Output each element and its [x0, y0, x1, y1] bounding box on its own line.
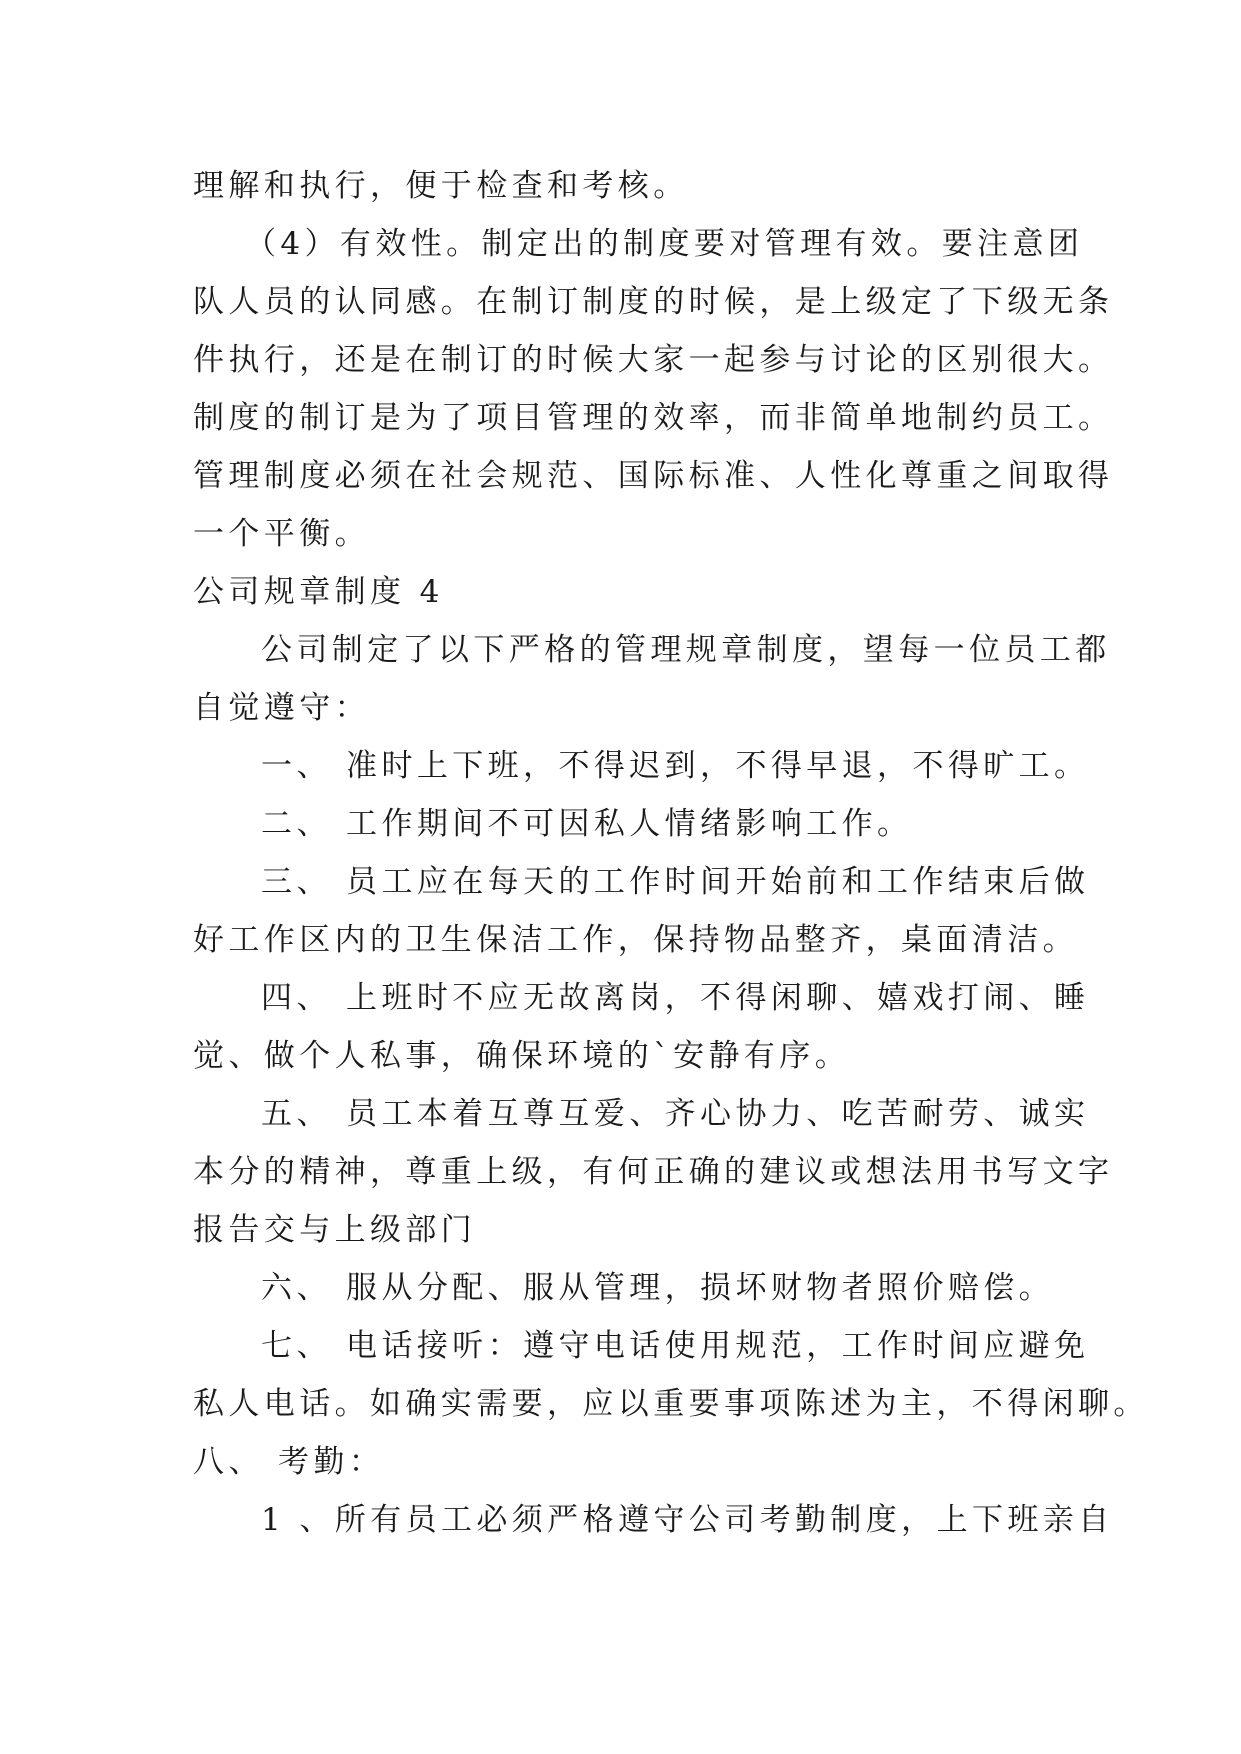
paragraph-line: 报告交与上级部门 [193, 1212, 477, 1248]
list-item: 八、 考勤： [193, 1444, 385, 1480]
paragraph-line: 管理制度必须在社会规范、国际标准、人性化尊重之间取得 [193, 458, 1114, 494]
paragraph-line: 制度的制订是为了项目管理的效率，而非简单地制约员工。 [193, 400, 1114, 436]
paragraph-line: （4）有效性。制定出的制度要对管理有效。要注意团 [245, 226, 1084, 262]
list-item: 五、 员工本着互尊互爱、齐心协力、吃苦耐劳、诚实 [261, 1096, 1090, 1132]
paragraph-line: 私人电话。如确实需要，应以重要事项陈述为主，不得闲聊。 [193, 1386, 1149, 1422]
list-item: 七、 电话接听：遵守电话使用规范，工作时间应避免 [261, 1328, 1090, 1364]
list-item: 六、 服从分配、服从管理，损坏财物者照价赔偿。 [261, 1270, 1055, 1306]
paragraph-line: 理解和执行，便于检查和考核。 [193, 168, 689, 204]
section-heading: 公司规章制度 4 [193, 574, 444, 610]
paragraph-line: 队人员的认同感。在制订制度的时候，是上级定了下级无条 [193, 284, 1114, 320]
list-item: 二、 工作期间不可因私人情绪影响工作。 [261, 806, 913, 842]
paragraph-line: 好工作区内的卫生保洁工作，保持物品整齐，桌面清洁。 [193, 922, 1078, 958]
paragraph-line: 本分的精神，尊重上级，有何正确的建议或想法用书写文字 [193, 1154, 1114, 1190]
paragraph-line: 觉、做个人私事，确保环境的`安静有序。 [193, 1038, 851, 1074]
paragraph-line: 自觉遵守： [193, 690, 370, 726]
paragraph-line: 一个平衡。 [193, 516, 370, 552]
document-body [193, 157, 1149, 1549]
list-item: 四、 上班时不应无故离岗，不得闲聊、嬉戏打闹、睡 [261, 980, 1090, 1016]
list-item: 三、 员工应在每天的工作时间开始前和工作结束后做 [261, 864, 1090, 900]
paragraph-line: 公司制定了以下严格的管理规章制度，望每一位员工都 [261, 632, 1111, 668]
list-item: 1 、所有员工必须严格遵守公司考勤制度，上下班亲自 [261, 1502, 1114, 1538]
list-item: 一、 准时上下班，不得迟到，不得早退，不得旷工。 [261, 748, 1090, 784]
paragraph-line: 件执行，还是在制订的时候大家一起参与讨论的区别很大。 [193, 342, 1114, 378]
